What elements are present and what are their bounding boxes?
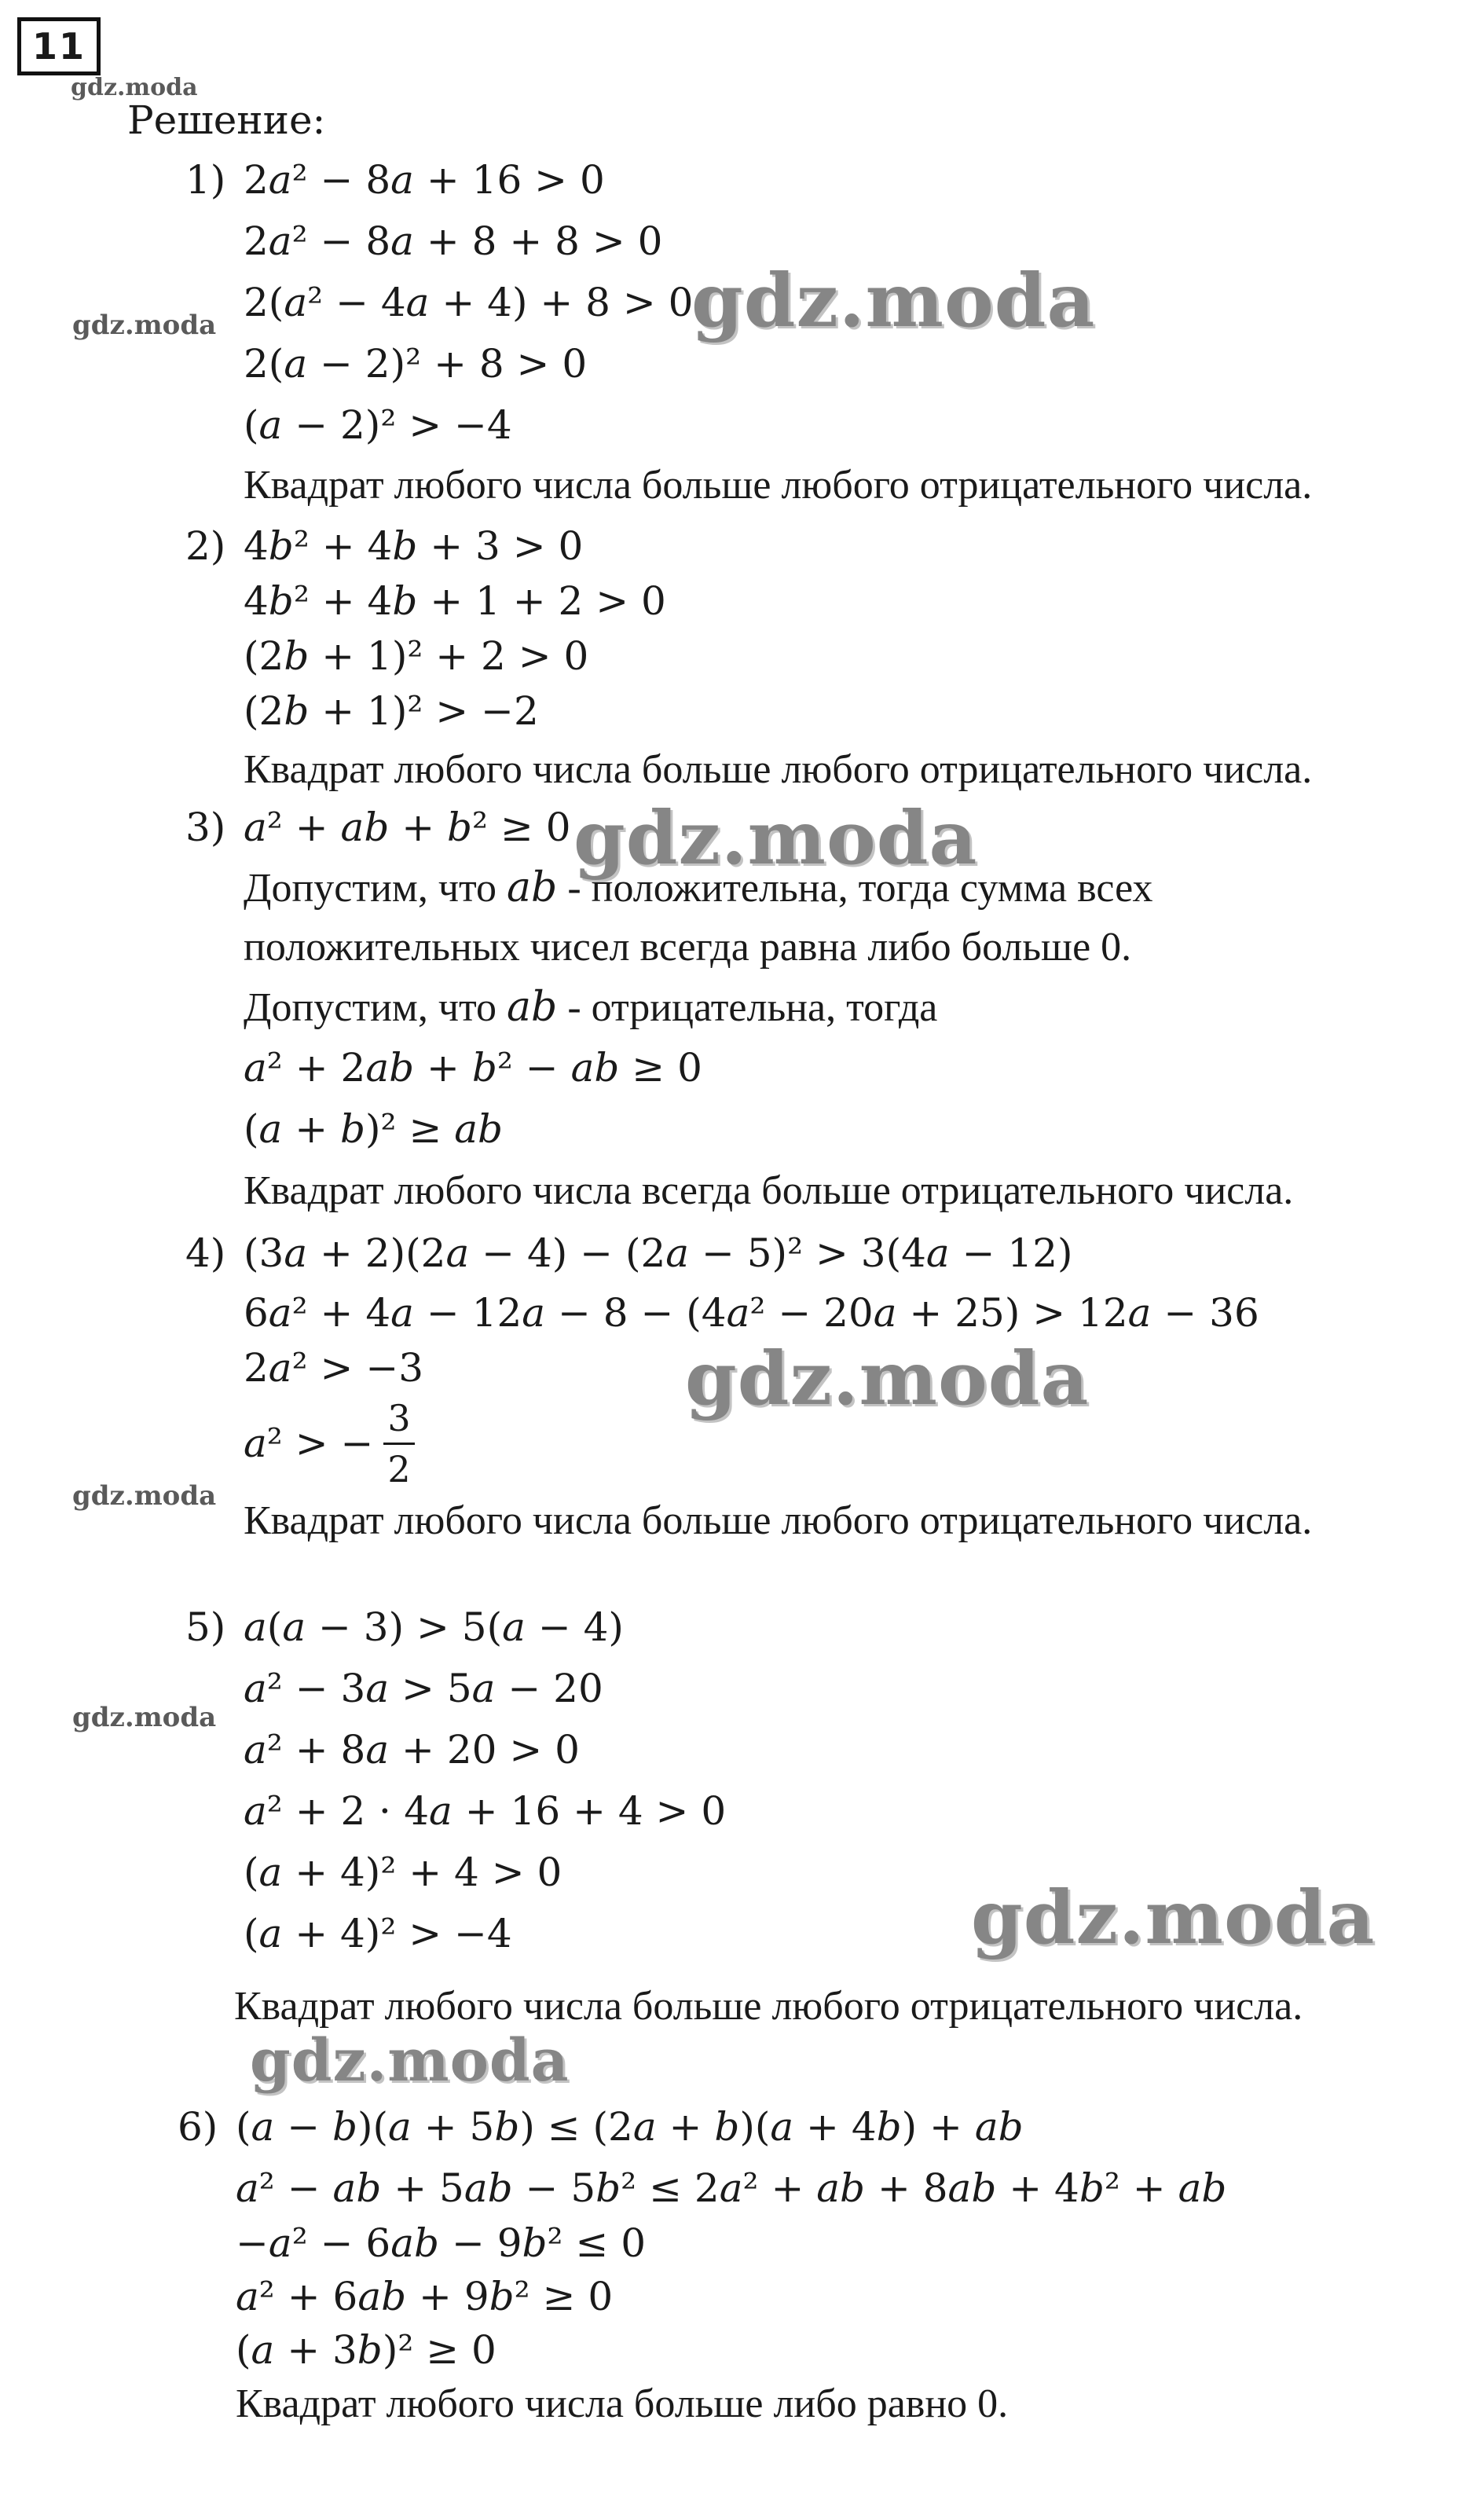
fraction-numerator: 3 <box>387 1397 411 1439</box>
math-line: 2(𝑎 − 2)² + 8 > 0 <box>244 341 588 387</box>
note-text: Квадрат любого числа больше либо равно 0. <box>236 2381 1009 2426</box>
fraction <box>383 1397 415 1490</box>
item-label: 5) <box>185 1604 226 1650</box>
math-line: (2𝑏 + 1)² + 2 > 0 <box>244 633 589 679</box>
item-label: 1) <box>185 157 226 203</box>
math-line: 𝑎² + 6𝑎𝑏 + 9𝑏² ≥ 0 <box>236 2274 614 2319</box>
watermark: gdz.moda <box>691 258 1096 344</box>
watermark: gdz.moda <box>71 74 198 101</box>
math-line: 2𝑎² > −3 <box>244 1345 424 1391</box>
math-line: 2𝑎² − 8𝑎 + 8 + 8 > 0 <box>244 218 663 264</box>
watermark: gdz.moda <box>72 310 217 341</box>
math-line: (3𝑎 + 2)(2𝑎 − 4) − (2𝑎 − 5)² > 3(4𝑎 − 12) <box>244 1230 1073 1276</box>
note-text: Квадрат любого числа больше любого отрицательного числа. <box>244 1498 1313 1543</box>
math-line: 𝑎² + 𝑎𝑏 + 𝑏² ≥ 0 <box>244 805 571 850</box>
item-label: 2) <box>185 523 226 569</box>
note-text: Допустим, что 𝑎𝑏 - положительна, тогда сумма всех <box>244 866 1153 911</box>
math-line: (𝑎 + 𝑏)² ≥ 𝑎𝑏 <box>244 1106 504 1152</box>
math-line: (𝑎 + 4)² + 4 > 0 <box>244 1850 562 1895</box>
note-text: положительных чисел всегда равна либо больше 0. <box>244 925 1132 970</box>
math-line: 𝑎² − 3𝑎 > 5𝑎 − 20 <box>244 1666 603 1711</box>
math-line: 𝑎(𝑎 − 3) > 5(𝑎 − 4) <box>244 1604 624 1650</box>
math-line: 4𝑏² + 4𝑏 + 1 + 2 > 0 <box>244 578 666 624</box>
watermark: gdz.moda <box>72 1702 217 1733</box>
item-label: 4) <box>185 1230 226 1276</box>
watermark: gdz.moda <box>72 1480 217 1512</box>
watermark: gdz.moda <box>250 2027 570 2095</box>
watermark: gdz.moda <box>971 1875 1376 1961</box>
math-line: (𝑎 + 4)² > −4 <box>244 1911 512 1956</box>
math-line: (𝑎 − 2)² > −4 <box>244 402 512 448</box>
fraction-denominator: 2 <box>387 1448 411 1490</box>
note-text: Квадрат любого числа больше любого отрицательного числа. <box>244 463 1313 508</box>
note-text: Квадрат любого числа больше любого отрицательного числа. <box>234 1984 1303 2029</box>
math-line: (𝑎 − 𝑏)(𝑎 + 5𝑏) ≤ (2𝑎 + 𝑏)(𝑎 + 4𝑏) + 𝑎𝑏 <box>236 2104 1024 2150</box>
math-line: 𝑎² + 2 ⋅ 4𝑎 + 16 + 4 > 0 <box>244 1788 727 1834</box>
math-line: 2𝑎² − 8𝑎 + 16 > 0 <box>244 157 605 203</box>
item-label: 3) <box>185 805 226 850</box>
problem-number: 11 <box>17 17 101 75</box>
note-text: Допустим, что 𝑎𝑏 - отрицательна, тогда <box>244 985 938 1030</box>
math-line: (2𝑏 + 1)² > −2 <box>244 688 539 734</box>
fraction-bar <box>383 1443 415 1445</box>
math-line: 𝑎² + 2𝑎𝑏 + 𝑏² − 𝑎𝑏 ≥ 0 <box>244 1045 702 1091</box>
note-text: Квадрат любого числа всегда больше отрицательного числа. <box>244 1168 1294 1213</box>
math-line: 𝑎² − 𝑎𝑏 + 5𝑎𝑏 − 5𝑏² ≤ 2𝑎² + 𝑎𝑏 + 8𝑎𝑏 + 4𝑏² + 𝑎𝑏 <box>236 2165 1227 2211</box>
math-line: 2(𝑎² − 4𝑎 + 4) + 8 > 0 <box>244 280 694 325</box>
note-text: Квадрат любого числа больше любого отрицательного числа. <box>244 747 1313 792</box>
math-line: 6𝑎² + 4𝑎 − 12𝑎 − 8 − (4𝑎² − 20𝑎 + 25) > 12𝑎 − 36 <box>244 1290 1259 1336</box>
math-line: (𝑎 + 3𝑏)² ≥ 0 <box>236 2327 496 2373</box>
watermark: gdz.moda <box>573 795 978 882</box>
math-line: 𝑎² + 8𝑎 + 20 > 0 <box>244 1727 580 1773</box>
solution-heading: Решение: <box>127 97 326 143</box>
math-line: 𝑎² > − <box>244 1421 374 1466</box>
math-line: 4𝑏² + 4𝑏 + 3 > 0 <box>244 523 584 569</box>
math-line: −𝑎² − 6𝑎𝑏 − 9𝑏² ≤ 0 <box>236 2220 647 2266</box>
item-label: 6) <box>178 2104 218 2150</box>
watermark: gdz.moda <box>685 1336 1090 1422</box>
